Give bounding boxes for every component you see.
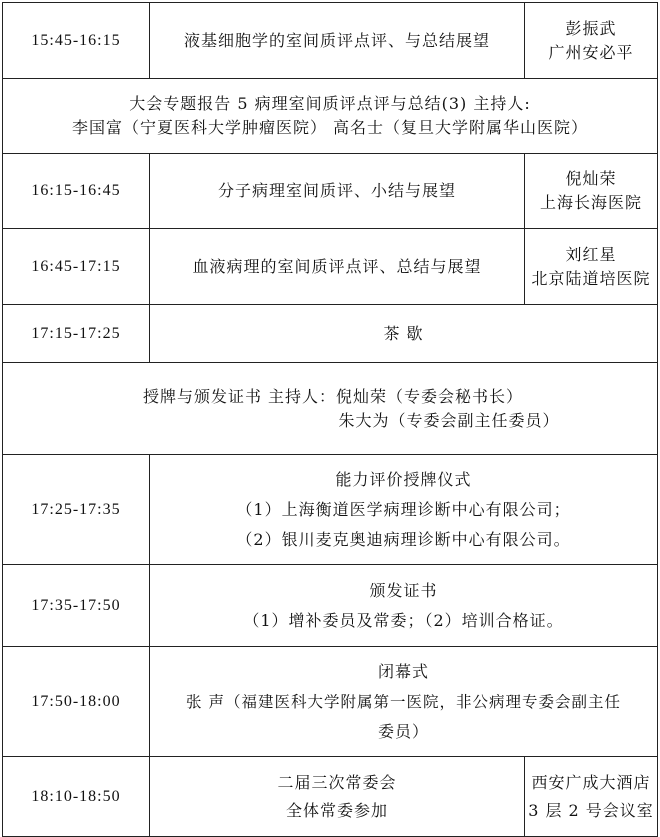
speaker-name: 刘红星 [565,244,617,264]
ceremony-host-2: 朱大为（专委会副主任委员） [338,410,560,430]
time-cell: 18:10-18:50 [3,757,150,837]
break-cell: 茶 歇 [150,305,658,363]
table-row [3,3,658,79]
time-cell: 16:15-16:45 [3,154,150,229]
table-row [3,455,658,565]
detail-line: 能力评价授牌仪式 [335,469,472,489]
detail-cell [150,455,658,565]
table-row [3,229,658,305]
topic-cell: 血液病理的室间质评点评、总结与展望 [150,229,525,305]
time-cell: 16:45-17:15 [3,229,150,305]
speaker-affiliation: 上海长海医院 [539,193,642,212]
detail-cell [150,565,658,647]
table-row [3,305,658,363]
session-header-row [3,79,658,154]
topic-cell: 分子病理室间质评、小结与展望 [150,154,525,229]
speaker-name: 倪灿荣 [565,169,617,188]
session-hosts: 李国富（宁夏医科大学肿瘤医院） 高名士（复旦大学附属华山医院） [71,118,589,137]
table-row [3,757,658,837]
speaker-cell [525,3,658,79]
ceremony-header-row [3,363,658,455]
ceremony-title: 授牌与颁发证书 主持人：倪灿荣（专委会秘书长） [142,386,524,406]
table-row [3,154,658,229]
venue-room: 3 层 2 号会议室 [528,800,654,820]
ceremony-header-cell [3,363,658,455]
topic-cell: 液基细胞学的室间质评点评、与总结展望 [150,3,525,79]
detail-line: 全体常委参加 [285,800,388,820]
table-row [3,565,658,647]
detail-line: 二届三次常委会 [277,772,397,792]
speaker-cell [525,229,658,305]
time-cell: 17:35-17:50 [3,565,150,647]
speaker-affiliation: 北京陆道培医院 [531,268,651,288]
detail-line: （1）上海衡道医学病理诊断中心有限公司； [236,499,571,519]
detail-line: 闭幕式 [377,661,429,681]
time-cell: 17:25-17:35 [3,455,150,565]
detail-line: 颁发证书 [369,580,438,600]
speaker-name: 彭振武 [565,18,617,38]
location-cell [525,757,658,837]
session-header-cell [3,79,658,154]
detail-line: 张 声（福建医科大学附属第一医院，非公病理专委会副主任 [186,692,621,711]
detail-line: （2）银川麦克奥迪病理诊断中心有限公司。 [236,529,571,549]
time-cell: 17:50-18:00 [3,647,150,757]
detail-line: 委员） [377,721,429,741]
table-row [3,647,658,757]
speaker-cell [525,154,658,229]
detail-cell [150,757,525,837]
session-title: 大会专题报告 5 病理室间质评点评与总结(3) 主持人: [129,94,531,113]
time-cell: 17:15-17:25 [3,305,150,363]
venue-name: 西安广成大酒店 [531,772,651,792]
schedule-table [2,2,658,837]
speaker-affiliation: 广州安必平 [548,42,634,62]
time-cell: 15:45-16:15 [3,3,150,79]
detail-cell [150,647,658,757]
detail-line: （1）增补委员及常委；（2）培训合格证。 [243,610,564,630]
